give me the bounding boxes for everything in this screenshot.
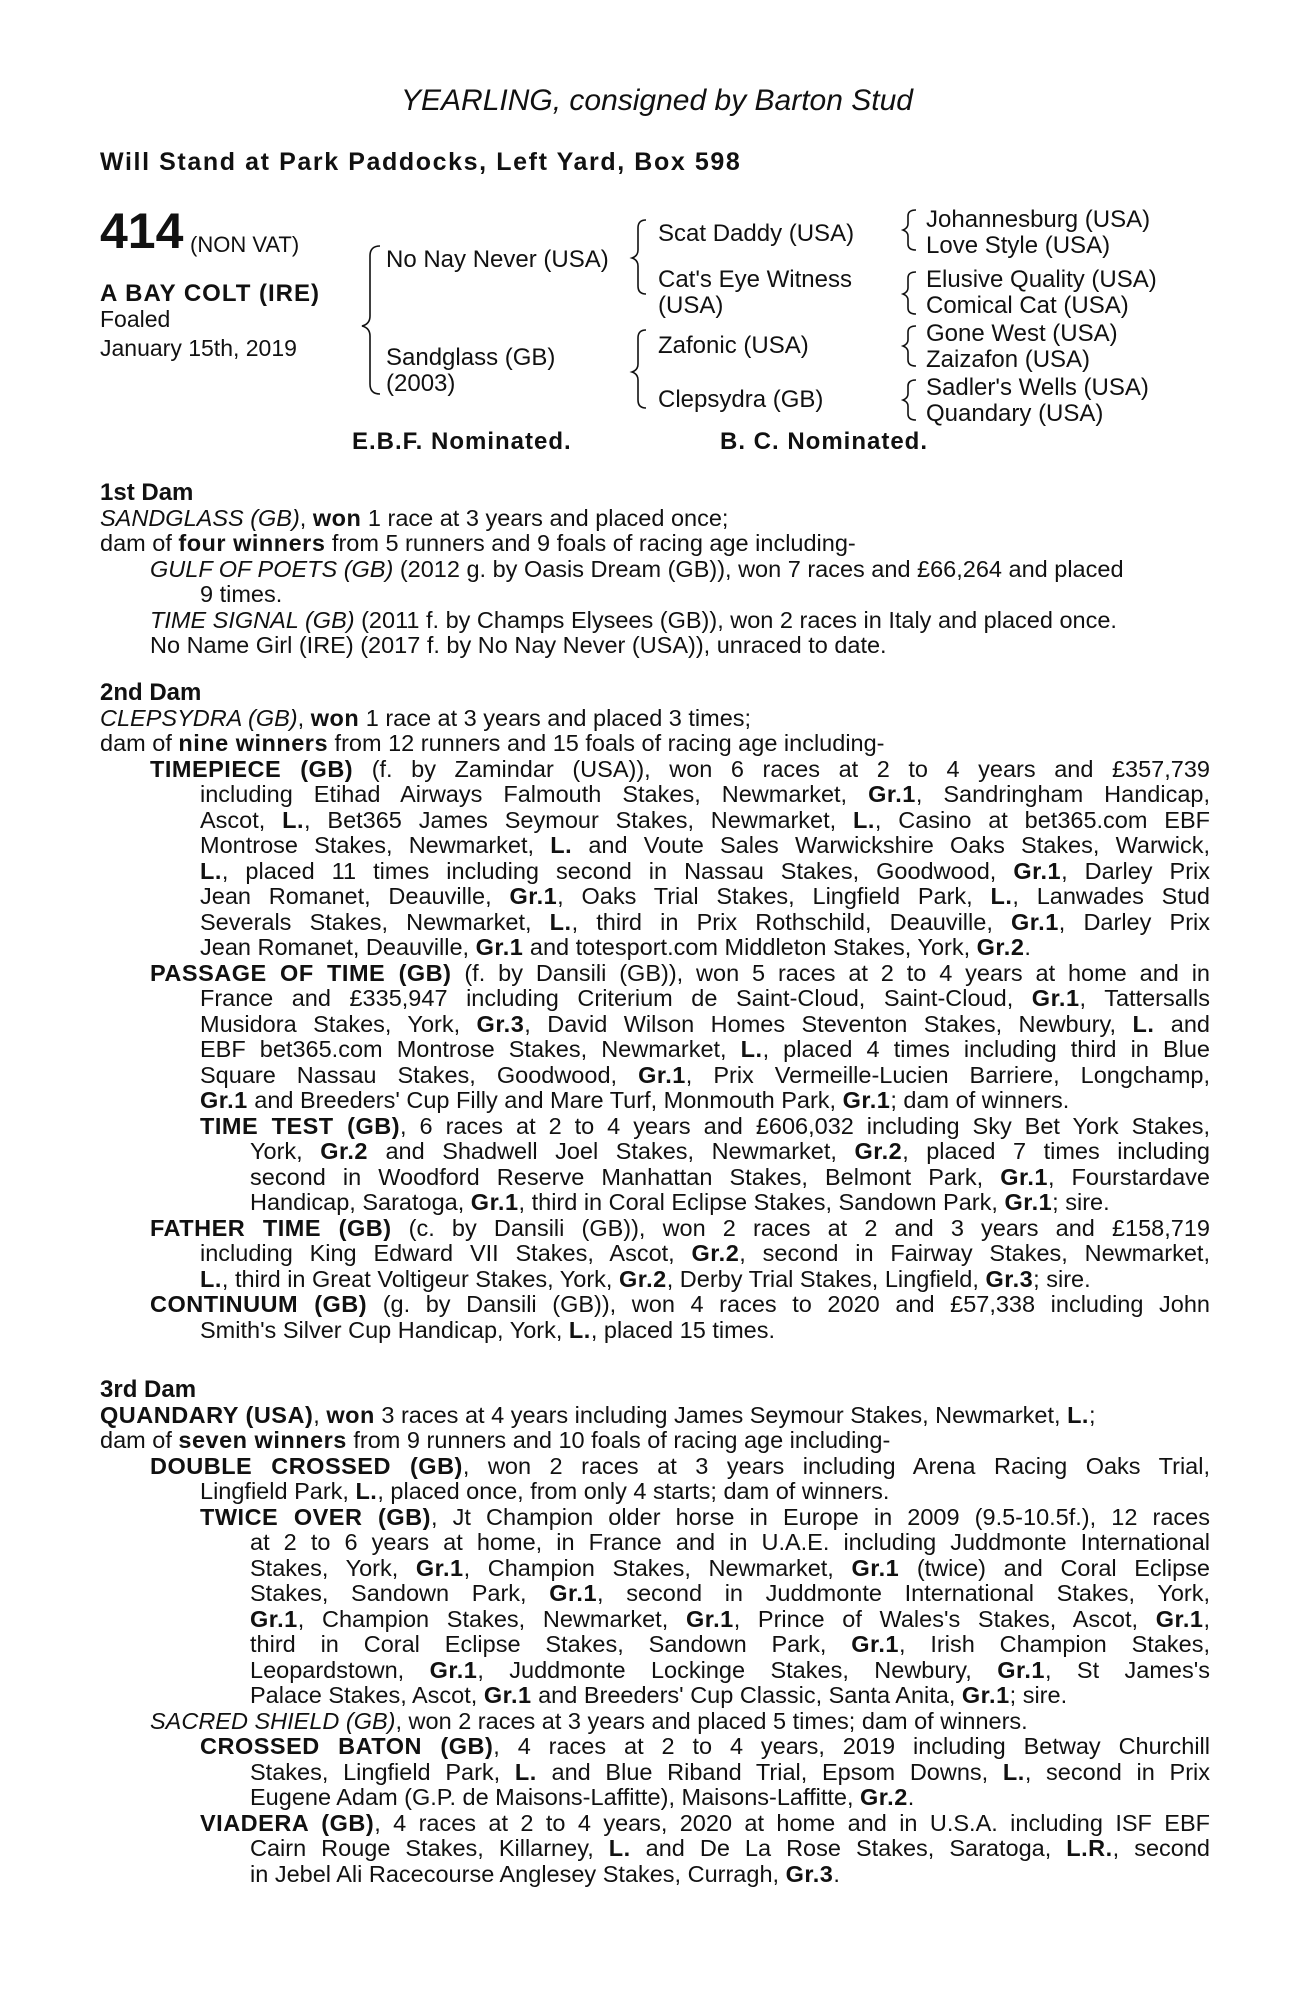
text: in Jebel Ali Racecourse Anglesey Stakes, Curragh, — [250, 1860, 786, 1887]
grade: Gr.1 — [415, 1554, 464, 1581]
pedigree-sdd: Comical Cat (USA) — [926, 292, 1129, 319]
pedigree-sire: No Nay Never (USA) — [386, 246, 609, 273]
text: Square Nassau Stakes, Goodwood, — [200, 1061, 639, 1088]
text: , Oaks Trial Stakes, Lingfield Park, — [557, 883, 991, 909]
text: from 5 runners and 9 foals of racing age including- — [325, 530, 856, 556]
grade: Gr.1 — [685, 1605, 734, 1632]
first-dam-section — [100, 480, 1210, 659]
text: , won 2 races at 3 years and placed 5 times; dam of winners. — [395, 1707, 1028, 1734]
third-dam-heading: 3rd Dam — [100, 1376, 197, 1403]
twice-over-line-8 — [100, 1683, 1210, 1709]
dam-name: QUANDARY (USA) — [100, 1401, 314, 1428]
text: , Fourstardave — [1047, 1163, 1211, 1190]
text: ; sire. — [1033, 1265, 1091, 1292]
grade: Gr.1 — [1031, 985, 1080, 1011]
text: , 4 races at 2 to 4 years, 2019 including Betway Churchill — [493, 1733, 1210, 1759]
text: and Blue Riband Trial, Epsom Downs, — [536, 1758, 1003, 1785]
text: from 12 runners and 15 foals of racing age including- — [328, 730, 885, 756]
bracket-dam — [632, 330, 646, 408]
grade: Gr.1 — [483, 1682, 532, 1708]
twice-over-line-6 — [100, 1632, 1210, 1658]
dam-name: SANDGLASS (GB) — [100, 504, 300, 531]
grade: L. — [550, 832, 573, 858]
text: Montrose Stakes, Newmarket, — [200, 832, 551, 858]
pedigree-ddd: Quandary (USA) — [926, 400, 1104, 427]
time-test-line-3 — [100, 1165, 1210, 1191]
grade: L. — [1132, 1010, 1155, 1037]
text: . — [907, 1784, 915, 1810]
text: ; dam of winners. — [890, 1087, 1070, 1113]
text: . — [1024, 934, 1031, 960]
first-dam-heading: 1st Dam — [100, 479, 194, 506]
pedigree-dsd: Zaizafon (USA) — [926, 346, 1091, 373]
page-title: YEARLING, consigned by Barton Stud — [401, 84, 913, 117]
text: and Breeders' Cup Filly and Mare Turf, Monmouth Park, — [247, 1087, 843, 1113]
lot-description: A BAY COLT (IRE) — [100, 280, 321, 307]
twice-over-line-1 — [100, 1505, 1210, 1531]
text: ; — [1088, 1401, 1096, 1428]
continuum-line-2 — [100, 1318, 1210, 1344]
text: Stakes, York, — [250, 1554, 416, 1581]
grade: Gr.2 — [976, 934, 1025, 960]
first-dam-produce — [100, 531, 1210, 557]
pedigree-sire-dam: Cat's Eye Witness — [658, 266, 852, 293]
text: , 6 races at 2 to 4 years and £606,032 including Sky Bet York Stakes, — [400, 1112, 1210, 1139]
text: second in Woodford Reserve Manhattan Stakes, Belmont Park, — [250, 1163, 1001, 1190]
text: , Prix Vermeille-Lucien Barriere, Longchamp, — [685, 1061, 1210, 1088]
record-text: 1 race at 3 years and placed 3 times; — [359, 704, 752, 731]
viadera-line-1 — [100, 1811, 1210, 1837]
text: and Breeders' Cup Classic, Santa Anita, — [531, 1682, 962, 1708]
text: , placed 15 times. — [590, 1316, 775, 1343]
grade: Gr.2 — [691, 1240, 740, 1266]
grade: L. — [514, 1758, 537, 1785]
time-test-line-1 — [100, 1114, 1210, 1140]
grade: L. — [200, 1265, 222, 1292]
viadera-line-3 — [100, 1862, 1210, 1888]
father-time-line-3 — [100, 1267, 1210, 1293]
text: , Lanwades Stud — [1012, 883, 1210, 909]
text: , won 2 races at 3 years including Arena Racing Oaks Trial, — [462, 1452, 1210, 1479]
horse-name: SACRED SHIELD (GB) — [150, 1707, 396, 1734]
grade: Gr.1 — [638, 1061, 686, 1088]
text: , placed 11 times including second in Nassau Stakes, Goodwood, — [221, 857, 1014, 884]
sacred-shield-line — [100, 1709, 1210, 1735]
pedigree-sire-sire: Scat Daddy (USA) — [658, 220, 855, 247]
grade: Gr.2 — [854, 1138, 903, 1164]
time-test-line-2 — [100, 1139, 1210, 1165]
bracket-ds — [903, 326, 916, 366]
pedigree-dam-sire: Zafonic (USA) — [658, 332, 809, 359]
grade: Gr.1 — [842, 1087, 891, 1113]
grade: L.R. — [1066, 1835, 1113, 1861]
bc-nominated: B. C. Nominated. — [720, 428, 929, 455]
timepiece-line-5 — [100, 859, 1210, 885]
grade: Gr.1 — [997, 1656, 1045, 1683]
grade: Gr.3 — [785, 1860, 834, 1887]
stand-location: Will Stand at Park Paddocks, Left Yard, Box 598 — [100, 148, 742, 176]
grade: Gr.1 — [1000, 1163, 1048, 1190]
grade: Gr.2 — [619, 1265, 667, 1292]
third-dam-record — [100, 1403, 1210, 1429]
double-crossed-line-1 — [100, 1454, 1210, 1480]
text: Eugene Adam (G.P. de Maisons-Laffitte), Maisons-Laffitte, — [250, 1784, 861, 1810]
text: 3 races at 4 years including James Seymour Stakes, Newmarket, — [374, 1401, 1068, 1428]
text: , Darley Prix — [1061, 857, 1210, 884]
timepiece-line-6 — [100, 884, 1210, 910]
pedigree-ssd: Love Style (USA) — [926, 232, 1111, 259]
grade: Gr.1 — [961, 1682, 1010, 1708]
text: , second in Fairway Stakes, Newmarket, — [739, 1240, 1210, 1266]
text: , — [1203, 1605, 1210, 1632]
grade: Gr.3 — [985, 1265, 1034, 1292]
winners-count: nine winners — [178, 730, 329, 756]
horse-name: TIMEPIECE (GB) — [150, 755, 354, 782]
grade: L. — [1067, 1401, 1089, 1428]
grade: Gr.1 — [200, 1087, 248, 1113]
grade: L. — [282, 806, 305, 833]
text: , Tattersalls — [1079, 985, 1210, 1011]
text: , Jt Champion older horse in Europe in 2009 (9.5-10.5f.), 12 races — [430, 1503, 1210, 1530]
crossed-baton-line-1 — [100, 1734, 1210, 1760]
text: , Darley Prix — [1058, 908, 1211, 935]
text: dam of — [100, 730, 179, 756]
produce-no-name-girl: No Name Girl (IRE) (2017 f. by No Nay Never (USA)), unraced to date. — [150, 632, 887, 658]
crossed-baton-line-3 — [100, 1785, 1210, 1811]
text: third in Coral Eclipse Stakes, Sandown Park, — [250, 1631, 852, 1657]
pedigree-dam-year: (2003) — [386, 370, 456, 397]
pedigree-dam-dam: Clepsydra (GB) — [658, 386, 824, 413]
text: , Juddmonte Lockinge Stakes, Newbury, — [477, 1656, 998, 1683]
crossed-baton-line-2 — [100, 1760, 1210, 1786]
bracket-dd — [903, 380, 916, 420]
horse-name: GULF OF POETS (GB) — [150, 555, 394, 582]
horse-name: CONTINUUM (GB) — [150, 1291, 368, 1317]
pedigree-dss: Gone West (USA) — [926, 320, 1118, 347]
pedigree-sds: Elusive Quality (USA) — [926, 266, 1157, 293]
grade: Gr.1 — [851, 1631, 899, 1657]
second-dam-heading: 2nd Dam — [100, 679, 202, 706]
grade: L. — [990, 883, 1013, 909]
grade: Gr.1 — [1011, 908, 1059, 935]
pedigree-dds: Sadler's Wells (USA) — [926, 374, 1149, 401]
text: from 9 runners and 10 foals of racing age including- — [346, 1427, 891, 1453]
text: EBF bet365.com Montrose Stakes, Newmarket, — [200, 1036, 741, 1062]
produce-gulf-of-poets — [100, 557, 1210, 583]
grade: L. — [1002, 1758, 1025, 1785]
separator: , — [313, 1401, 327, 1428]
text: , placed 7 times including — [902, 1138, 1210, 1164]
grade: L. — [355, 1478, 378, 1504]
horse-name: CROSSED BATON (GB) — [200, 1733, 494, 1759]
timepiece-line-3 — [100, 808, 1210, 834]
text: , Irish Champion Stakes, — [898, 1631, 1210, 1657]
bracket-ss — [903, 210, 916, 250]
grade: Gr.1 — [470, 1189, 519, 1215]
grade: Gr.1 — [509, 883, 558, 909]
viadera-line-2 — [100, 1836, 1210, 1862]
bracket-gen1 — [362, 246, 380, 394]
text: , third in Great Voltigeur Stakes, York, — [221, 1265, 619, 1292]
text: , placed once, from only 4 starts; dam of winners. — [377, 1478, 890, 1504]
grade: Gr.1 — [429, 1656, 478, 1683]
text: ; sire. — [1009, 1682, 1068, 1708]
text: (2011 f. by Champs Elysees (GB)), won 2 races in Italy and placed once. — [354, 606, 1117, 633]
text: Lingfield Park, — [200, 1478, 356, 1504]
text: , second in Juddmonte International Stakes, York, — [597, 1580, 1210, 1606]
winners-count: four winners — [178, 530, 326, 556]
grade: L. — [853, 806, 875, 833]
text: Jean Romanet, Deauville, — [200, 883, 510, 909]
dam-name: CLEPSYDRA (GB) — [100, 704, 298, 731]
pedigree-sss: Johannesburg (USA) — [926, 206, 1151, 233]
text: dam of — [100, 1427, 179, 1453]
grade: Gr.2 — [320, 1138, 368, 1164]
grade: L. — [200, 857, 222, 884]
timepiece-line-2 — [100, 782, 1210, 808]
timepiece-line-1 — [100, 757, 1210, 783]
text: Stakes, Lingfield Park, — [250, 1758, 515, 1785]
horse-name: VIADERA (GB) — [200, 1809, 375, 1836]
text: , Bet365 James Seymour Stakes, Newmarket, — [304, 806, 853, 833]
winners-count: seven winners — [178, 1427, 347, 1453]
text: , second — [1112, 1835, 1210, 1861]
passage-line-5 — [100, 1063, 1210, 1089]
text: including King Edward VII Stakes, Ascot, — [200, 1240, 692, 1266]
text: , Sandringham Handicap, — [915, 781, 1210, 807]
separator: , — [299, 504, 313, 531]
won-label: won — [312, 504, 362, 531]
horse-name: TIME SIGNAL (GB) — [150, 606, 355, 633]
grade: Gr.2 — [860, 1784, 908, 1810]
text: and — [1154, 1010, 1210, 1037]
text: dam of — [100, 530, 179, 556]
text: and Voute Sales Warwickshire Oaks Stakes, Warwick, — [572, 832, 1211, 858]
text: and totesport.com Middleton Stakes, York, — [523, 934, 977, 960]
second-dam-section — [100, 680, 1210, 1343]
text: Leopardstown, — [250, 1656, 430, 1683]
father-time-line-2 — [100, 1241, 1210, 1267]
text: York, — [250, 1138, 321, 1164]
text: (c. by Dansili (GB)), won 2 races at 2 and 3 years and £158,719 — [391, 1214, 1210, 1241]
timepiece-line-4 — [100, 833, 1210, 859]
text: , Champion Stakes, Newmarket, — [297, 1605, 686, 1632]
text: Musidora Stakes, York, — [200, 1010, 477, 1037]
text: , third in Coral Eclipse Stakes, Sandown Park, — [518, 1189, 1005, 1215]
text: , second in Prix — [1024, 1758, 1211, 1785]
won-label: won — [310, 704, 360, 731]
text: , Casino at bet365.com EBF — [874, 806, 1210, 833]
text: Palace Stakes, Ascot, — [250, 1682, 484, 1708]
foaled-date: January 15th, 2019 — [100, 335, 297, 361]
text: (f. by Dansili (GB)), won 5 races at 2 to 4 years at home and in — [451, 959, 1211, 986]
horse-name: PASSAGE OF TIME (GB) — [150, 959, 452, 986]
grade: Gr.3 — [476, 1010, 525, 1037]
horse-name: TWICE OVER (GB) — [200, 1503, 431, 1530]
pedigree-dam: Sandglass (GB) — [386, 344, 556, 371]
bracket-sire — [632, 220, 646, 294]
text: , placed 4 times including third in Blue — [762, 1036, 1211, 1062]
foaled-label: Foaled — [100, 306, 171, 332]
text: ; sire. — [1052, 1189, 1110, 1215]
grade: Gr.1 — [1004, 1189, 1053, 1215]
grade: Gr.1 — [1013, 857, 1062, 884]
twice-over-line-3 — [100, 1556, 1210, 1582]
grade: Gr.1 — [549, 1580, 598, 1606]
text: , Derby Trial Stakes, Lingfield, — [666, 1265, 986, 1292]
double-crossed-line-2 — [100, 1479, 1210, 1505]
grade: Gr.1 — [1155, 1605, 1204, 1632]
record-text: 1 race at 3 years and placed once; — [361, 504, 729, 531]
horse-name: DOUBLE CROSSED (GB) — [150, 1452, 463, 1479]
text: , David Wilson Homes Steventon Stakes, Newbury, — [524, 1010, 1133, 1037]
grade: Gr.1 — [851, 1554, 900, 1581]
text: (g. by Dansili (GB)), won 4 races to 2020 and £57,338 including John — [367, 1291, 1210, 1317]
produce-time-signal — [100, 608, 1210, 634]
grade: L. — [549, 908, 572, 935]
text: . — [833, 1860, 840, 1887]
text: , Prince of Wales's Stakes, Ascot, — [733, 1605, 1156, 1632]
text: (f. by Zamindar (USA)), won 6 races at 2 to 4 years and £357,739 — [353, 755, 1210, 782]
passage-line-4 — [100, 1037, 1210, 1063]
passage-line-1 — [100, 961, 1210, 987]
grade: Gr.1 — [868, 781, 916, 807]
timepiece-line-8 — [100, 935, 1210, 961]
grade: Gr.1 — [475, 934, 524, 960]
twice-over-line-2: at 2 to 6 years at home, in France and in U.A.E. including Juddmonte International — [250, 1529, 1210, 1555]
twice-over-line-7 — [100, 1658, 1210, 1684]
time-test-line-4 — [100, 1190, 1210, 1216]
grade: L. — [740, 1036, 763, 1062]
twice-over-line-5 — [100, 1607, 1210, 1633]
grade: L. — [568, 1316, 591, 1343]
separator: , — [297, 704, 311, 731]
text: , St James's — [1044, 1656, 1210, 1683]
text: (twice) and Coral Eclipse — [899, 1554, 1210, 1581]
passage-line-3 — [100, 1012, 1210, 1038]
text: and De La Rose Stakes, Saratoga, — [630, 1835, 1067, 1861]
horse-name: TIME TEST (GB) — [200, 1112, 401, 1139]
text: and Shadwell Joel Stakes, Newmarket, — [367, 1138, 855, 1164]
passage-line-6 — [100, 1088, 1210, 1114]
text: , Champion Stakes, Newmarket, — [463, 1554, 852, 1581]
timepiece-line-7 — [100, 910, 1210, 936]
text: (2012 g. by Oasis Dream (GB)), won 7 races and £66,264 and placed — [393, 555, 1124, 582]
ebf-nominated: E.B.F. Nominated. — [352, 428, 572, 455]
grade: L. — [608, 1835, 631, 1861]
text: Handicap, Saratoga, — [250, 1189, 471, 1215]
text: Stakes, Sandown Park, — [250, 1580, 550, 1606]
bracket-sd — [903, 272, 916, 314]
won-label: won — [326, 1401, 375, 1428]
lot-number: 414 — [100, 203, 184, 259]
passage-line-2 — [100, 986, 1210, 1012]
father-time-line-1 — [100, 1216, 1210, 1242]
text: Smith's Silver Cup Handicap, York, — [200, 1316, 569, 1343]
third-dam-section — [100, 1377, 1210, 1887]
pedigree-sire-dam-country: (USA) — [658, 292, 724, 319]
second-dam-record — [100, 706, 1210, 732]
produce-continuation: 9 times. — [200, 581, 283, 607]
text: Severals Stakes, Newmarket, — [200, 908, 550, 935]
text: France and £335,947 including Criterium de Saint-Cloud, Saint-Cloud, — [200, 985, 1032, 1011]
first-dam-record — [100, 506, 1210, 532]
horse-name: FATHER TIME (GB) — [150, 1214, 392, 1241]
text: Cairn Rouge Stakes, Killarney, — [250, 1835, 609, 1861]
twice-over-line-4 — [100, 1581, 1210, 1607]
third-dam-produce — [100, 1428, 1210, 1454]
text: , 4 races at 2 to 4 years, 2020 at home and in U.S.A. including ISF EBF — [374, 1809, 1210, 1836]
text: , third in Prix Rothschild, Deauville, — [571, 908, 1012, 935]
grade: Gr.1 — [250, 1605, 298, 1632]
vat-status: (NON VAT) — [190, 232, 300, 257]
text: Jean Romanet, Deauville, — [200, 934, 476, 960]
text: Ascot, — [200, 806, 283, 833]
continuum-line-1 — [100, 1292, 1210, 1318]
second-dam-produce — [100, 731, 1210, 757]
text: including Etihad Airways Falmouth Stakes, Newmarket, — [200, 781, 869, 807]
